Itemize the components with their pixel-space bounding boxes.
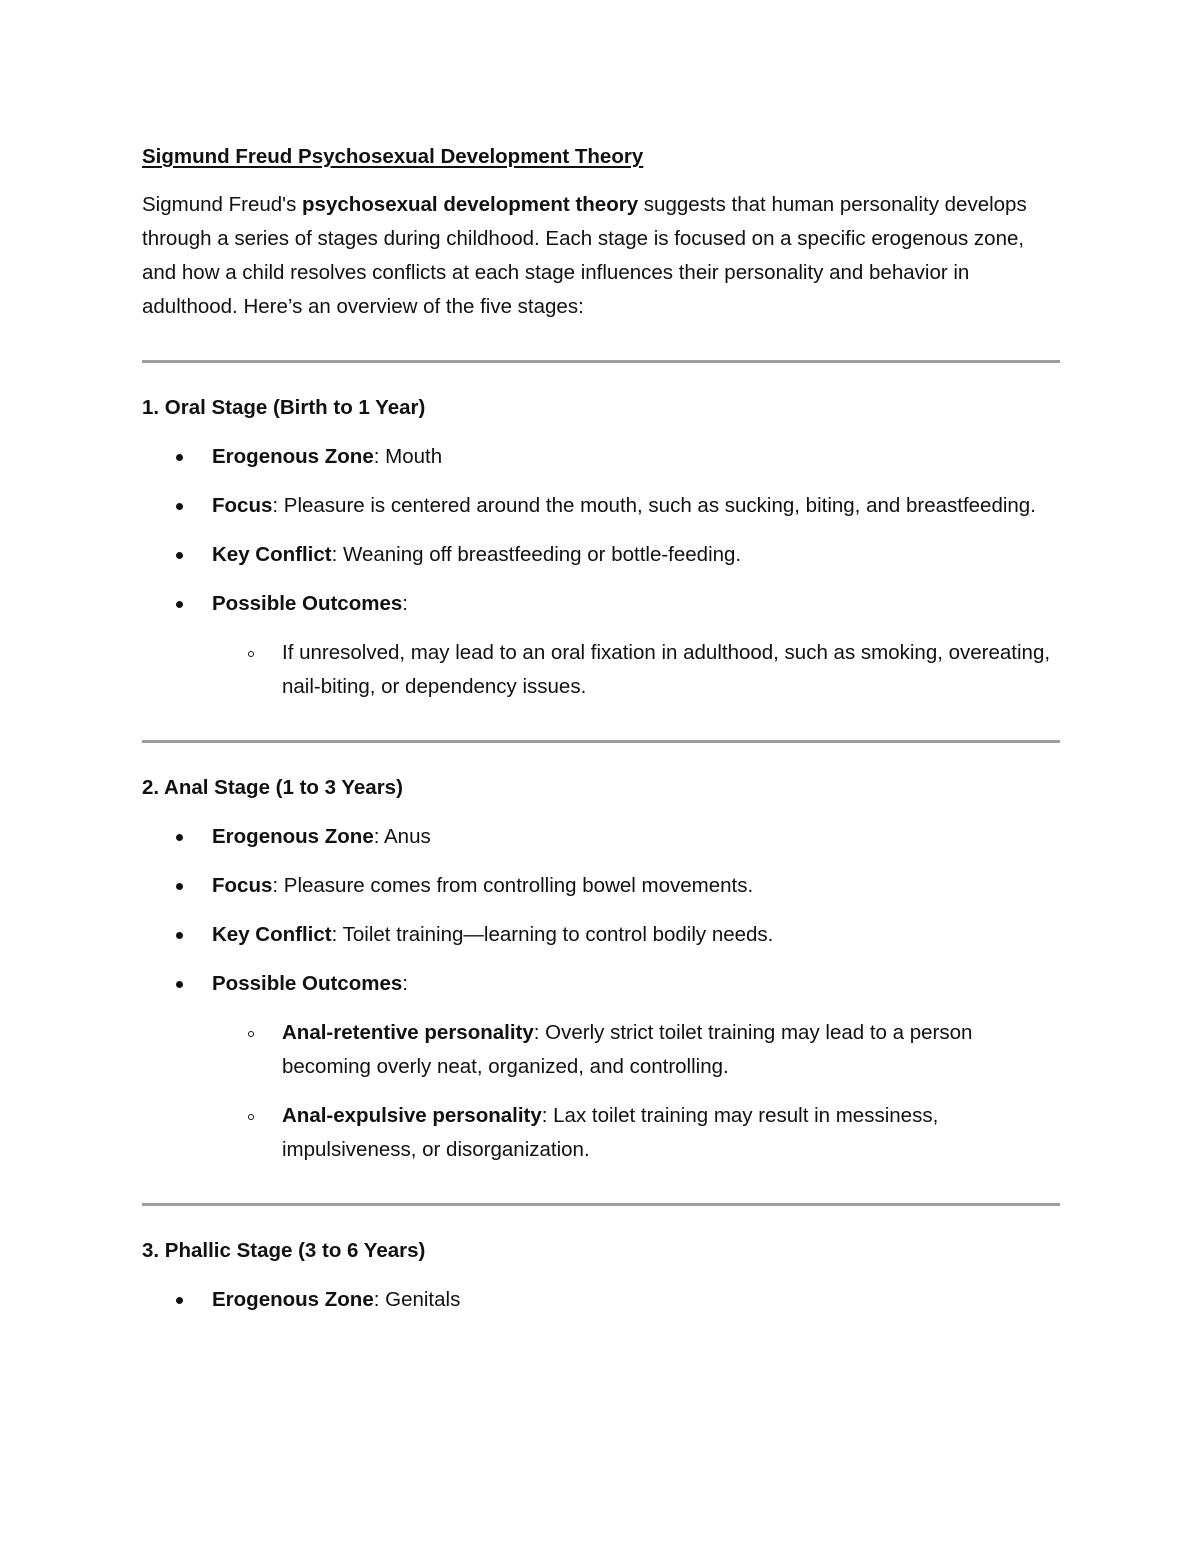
item-value: : Toilet training—learning to control bodily needs. <box>331 923 774 946</box>
item-label: Focus <box>212 874 273 897</box>
stage-heading: 1. Oral Stage (Birth to 1 Year) <box>142 396 426 419</box>
section-divider <box>142 360 1060 363</box>
hollow-bullet-icon <box>248 1114 254 1120</box>
item-label: Focus <box>212 494 273 517</box>
stage-details-list <box>142 1283 1060 1317</box>
stage-section-phallic <box>142 1234 1060 1317</box>
item-label: Possible Outcomes <box>212 592 403 615</box>
item-label: Erogenous Zone <box>212 445 374 468</box>
document-page <box>142 140 1060 1317</box>
section-divider <box>142 1203 1060 1206</box>
sub-list-item <box>142 636 1060 704</box>
item-value: : Pleasure comes from controlling bowel movements. <box>272 874 754 897</box>
item-value: : Weaning off breastfeeding or bottle-feeding. <box>331 543 742 566</box>
item-label: Possible Outcomes <box>212 972 403 995</box>
intro-text-before: Sigmund Freud's <box>142 193 303 216</box>
bullet-icon <box>176 1297 183 1304</box>
bullet-icon <box>176 503 183 510</box>
intro-text-after: suggests that human personality develops through a series of stages during childhood. Each stage is focused on a specific erogenous zone, and how a child resolves conflicts at each stage influences their personality and behavior in adulthood. Here’s an overview of the five stages: <box>142 193 1027 318</box>
list-item-key-conflict <box>142 538 1060 572</box>
bullet-icon <box>176 454 183 461</box>
list-item-erogenous-zone <box>142 1283 1060 1317</box>
outcomes-sublist <box>142 636 1060 704</box>
item-value: : Genitals <box>373 1288 461 1311</box>
item-value: : <box>402 592 408 615</box>
bullet-icon <box>176 552 183 559</box>
item-value: : <box>402 972 408 995</box>
stage-heading: 2. Anal Stage (1 to 3 Years) <box>142 776 403 799</box>
sub-item-text: : Overly strict toilet training may lead to a person becoming overly neat, organized, and controlling. <box>282 1021 973 1078</box>
sub-item-label: Anal-expulsive personality <box>282 1104 542 1127</box>
list-item-possible-outcomes <box>142 967 1060 1167</box>
intro-text-bold: psychosexual development theory <box>302 193 639 216</box>
item-label: Erogenous Zone <box>212 1288 374 1311</box>
sub-item-text: If unresolved, may lead to an oral fixation in adulthood, such as smoking, overeating, nail-biting, or dependency issues. <box>282 641 1051 698</box>
stage-heading: 3. Phallic Stage (3 to 6 Years) <box>142 1239 426 1262</box>
item-value: : Mouth <box>373 445 443 468</box>
item-label: Key Conflict <box>212 923 332 946</box>
item-label: Erogenous Zone <box>212 825 374 848</box>
sub-item-label: Anal-retentive personality <box>282 1021 534 1044</box>
section-divider <box>142 740 1060 743</box>
list-item-focus <box>142 489 1060 523</box>
document-title: Sigmund Freud Psychosexual Development Theory <box>142 145 644 168</box>
sub-list-item <box>142 1099 1060 1167</box>
outcomes-sublist <box>142 1016 1060 1167</box>
item-value: : Pleasure is centered around the mouth, such as sucking, biting, and breastfeeding. <box>272 494 1036 517</box>
list-item-erogenous-zone <box>142 440 1060 474</box>
list-item-focus <box>142 869 1060 903</box>
bullet-icon <box>176 834 183 841</box>
sub-item-text: : Lax toilet training may result in messiness, impulsiveness, or disorganization. <box>282 1104 939 1161</box>
hollow-bullet-icon <box>248 651 254 657</box>
item-value: : Anus <box>373 825 431 848</box>
hollow-bullet-icon <box>248 1031 254 1037</box>
stage-details-list <box>142 820 1060 1167</box>
bullet-icon <box>176 883 183 890</box>
bullet-icon <box>176 932 183 939</box>
stage-section-oral <box>142 391 1060 704</box>
list-item-possible-outcomes <box>142 587 1060 704</box>
bullet-icon <box>176 981 183 988</box>
sub-list-item <box>142 1016 1060 1084</box>
stage-section-anal <box>142 771 1060 1167</box>
list-item-key-conflict <box>142 918 1060 952</box>
stage-details-list <box>142 440 1060 704</box>
item-label: Key Conflict <box>212 543 332 566</box>
intro-paragraph <box>142 188 1060 324</box>
bullet-icon <box>176 601 183 608</box>
list-item-erogenous-zone <box>142 820 1060 854</box>
